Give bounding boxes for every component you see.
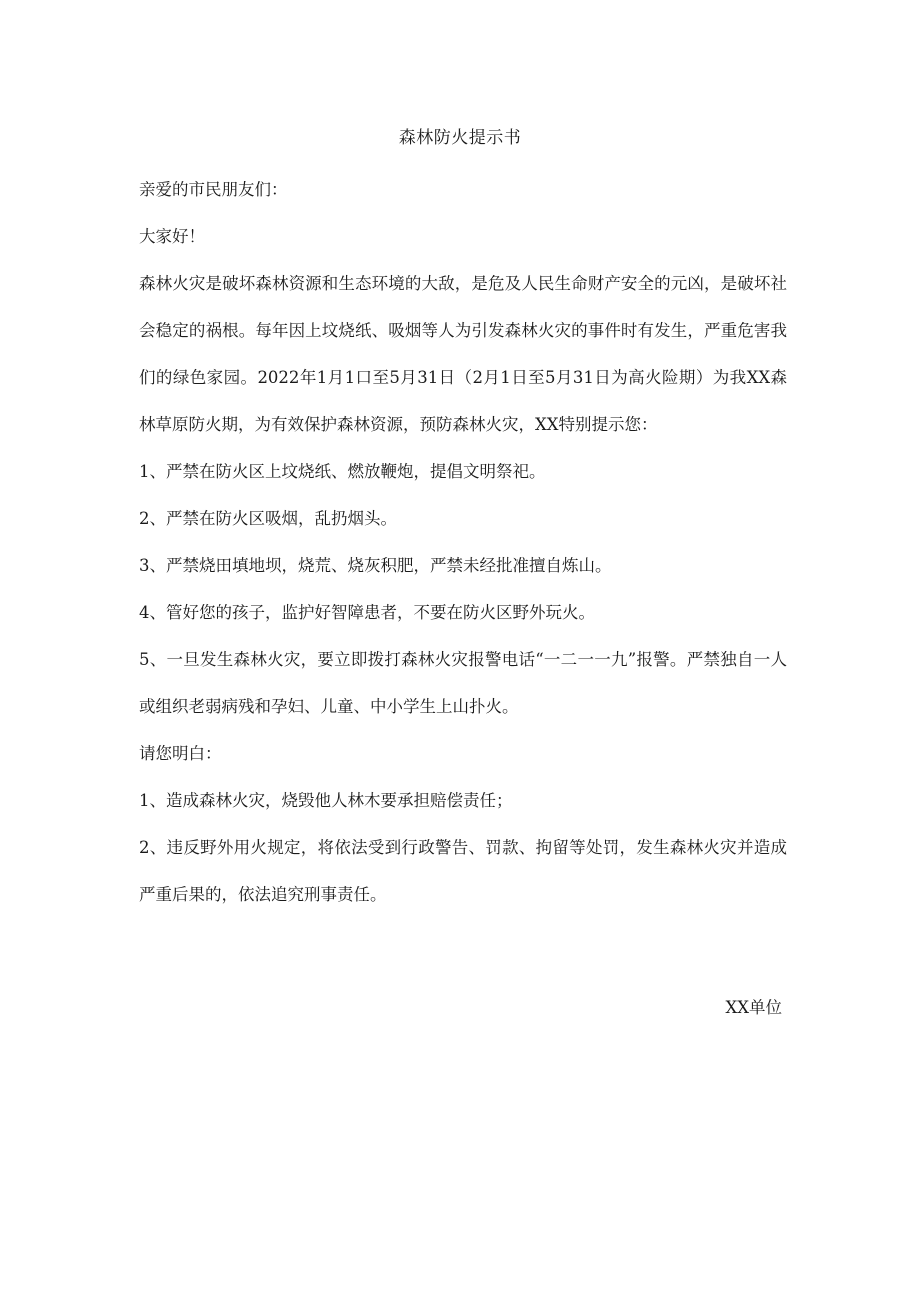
- notice-item-2: 2、违反野外用火规定，将依法受到行政警告、罚款、拘留等处罚，发生森林火灾并造成严重后果的，依法追究刑事责任。: [139, 838, 787, 904]
- notice-item-1: 1、造成森林火灾，烧毁他人林木要承担赔偿责任；: [139, 791, 513, 810]
- salutation: 亲爱的市民朋友们：: [139, 180, 288, 199]
- greeting: 大家好！: [139, 227, 205, 246]
- signature: XX单位: [725, 998, 782, 1017]
- notice-heading: 请您明白：: [139, 744, 222, 763]
- document-title: 森林防火提示书: [398, 128, 522, 148]
- tip-item-1: 1、严禁在防火区上坟烧纸、燃放鞭炮，提倡文明祭祀。: [139, 462, 546, 481]
- tip-item-5: 5、一旦发生森林火灾，要立即拨打森林火灾报警电话“一二一一九”报警。严禁独自一人或组织老弱病残和孕妇、儿童、中小学生上山扑火。: [139, 650, 787, 716]
- tip-item-2: 2、严禁在防火区吸烟，乱扔烟头。: [139, 509, 397, 528]
- document-body: [139, 166, 787, 918]
- tip-item-4: 4、管好您的孩子，监护好智障患者，不要在防火区野外玩火。: [139, 603, 595, 622]
- intro-paragraph: 森林火灾是破坏森林资源和生态环境的大敌，是危及人民生命财产安全的元凶，是破坏社会稳定的祸根。每年因上坟烧纸、吸烟等人为引发森林火灾的事件时有发生，严重危害我们的绿色家园。2022年1月1口至5月31日（2月1日至5月31日为高火险期）为我XX森林草原防火期，为有效保护森林资源，预防森林火灾，XX特别提示您：: [139, 274, 787, 434]
- tip-item-3: 3、严禁烧田填地坝，烧荒、烧灰积肥，严禁未经批准擅自炼山。: [139, 556, 612, 575]
